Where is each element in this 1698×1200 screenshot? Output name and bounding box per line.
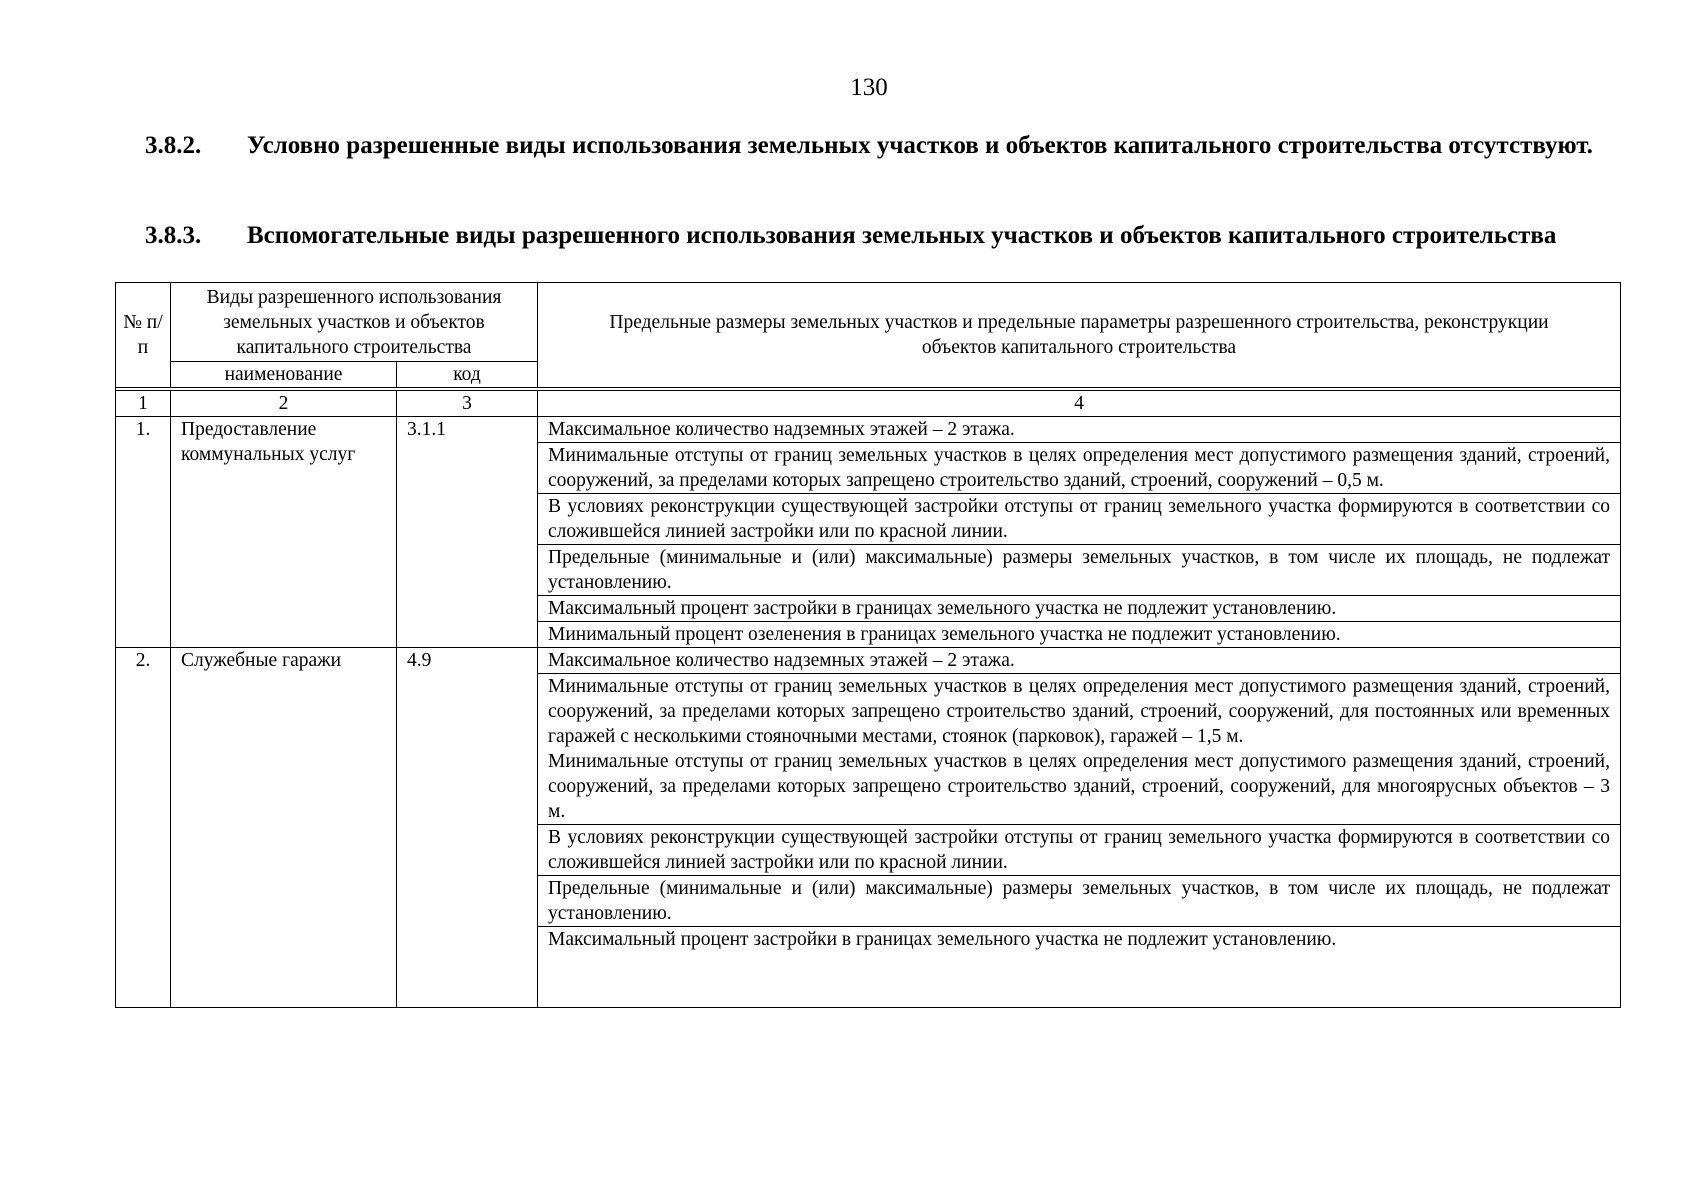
column-number: 2 <box>171 391 397 417</box>
parameter-group <box>538 674 1621 825</box>
parameter: В условиях реконструкции существующей застройки отступы от границ земельного участка формируются в соответствии со сложившейся линией застройки или по красной линии. <box>538 494 1621 545</box>
parameter: Максимальное количество надземных этажей – 2 этажа. <box>538 648 1621 674</box>
section-number: 3.8.2. <box>145 132 202 159</box>
page-number: 130 <box>850 74 888 101</box>
use-type-code: 4.9 <box>397 648 538 1008</box>
parameter: Минимальные отступы от границ земельных участков в целях определения мест допустимого размещения зданий, строений, сооружений, за пределами которых запрещено строительство зданий, строений, сооружений – 0,5 м. <box>538 443 1621 494</box>
table-header <box>116 283 1621 388</box>
parameter: Максимальный процент застройки в границах земельного участка не подлежит установлению. <box>538 596 1621 622</box>
row-number: 1. <box>116 417 171 648</box>
use-type-name: Служебные гаражи <box>171 648 397 1008</box>
table-row-2 <box>116 648 1621 1008</box>
use-type-name: Предоставление коммунальных услуг <box>171 417 397 648</box>
parameter: В условиях реконструкции существующей застройки отступы от границ земельного участка формируются в соответствии со сложившейся линией застройки или по красной линии. <box>538 825 1621 876</box>
section-heading-3-8-2 <box>145 130 1620 162</box>
parameter: Предельные (минимальные и (или) максимальные) размеры земельных участков, в том числе их площадь, не подлежат установлению. <box>538 545 1621 596</box>
section-heading-3-8-3 <box>145 220 1620 252</box>
use-type-code: 3.1.1 <box>397 417 538 648</box>
parameter: Минимальный процент озеленения в границах земельного участка не подлежит установлению. <box>538 622 1621 648</box>
header-code: код <box>397 362 538 388</box>
parameter: Минимальные отступы от границ земельных участков в целях определения мест допустимого размещения зданий, строений, сооружений, за пределами которых запрещено строительство зданий, строений, сооружений, для постоянных или временных гаражей с несколькими стояночными местами, стоянок (парковок), гаражей – 1,5 м. <box>548 676 1610 747</box>
table-row-1 <box>116 417 1621 648</box>
header-types: Виды разрешенного использования земельных участков и объектов капитального строительства <box>171 283 538 362</box>
parameter: Максимальный процент застройки в границах земельного участка не подлежит установлению. <box>538 927 1621 1008</box>
header-params: Предельные размеры земельных участков и предельные параметры разрешенного строительства, реконструкции объектов капитального строительства <box>538 283 1621 388</box>
section-title: Условно разрешенные виды использования земельных участков и объектов капитального строительства отсутствуют. <box>247 132 1593 159</box>
column-number: 1 <box>116 391 171 417</box>
parameter: Максимальное количество надземных этажей – 2 этажа. <box>538 417 1621 443</box>
permitted-use-table <box>115 282 1621 1008</box>
section-number: 3.8.3. <box>145 222 202 249</box>
parameter: Минимальные отступы от границ земельных участков в целях определения мест допустимого размещения зданий, строений, сооружений, за пределами которых запрещено строительство зданий, строений, сооружений, для многоярусных объектов – 3 м. <box>548 751 1610 822</box>
section-title: Вспомогательные виды разрешенного использования земельных участков и объектов капитального строительства <box>247 222 1557 249</box>
header-num: № п/п <box>116 283 171 388</box>
row-number: 2. <box>116 648 171 1008</box>
parameter: Предельные (минимальные и (или) максимальные) размеры земельных участков, в том числе их площадь, не подлежат установлению. <box>538 876 1621 927</box>
column-numbers-row <box>116 388 1621 417</box>
header-name: наименование <box>171 362 397 388</box>
column-number: 3 <box>397 391 538 417</box>
column-number: 4 <box>538 391 1621 417</box>
